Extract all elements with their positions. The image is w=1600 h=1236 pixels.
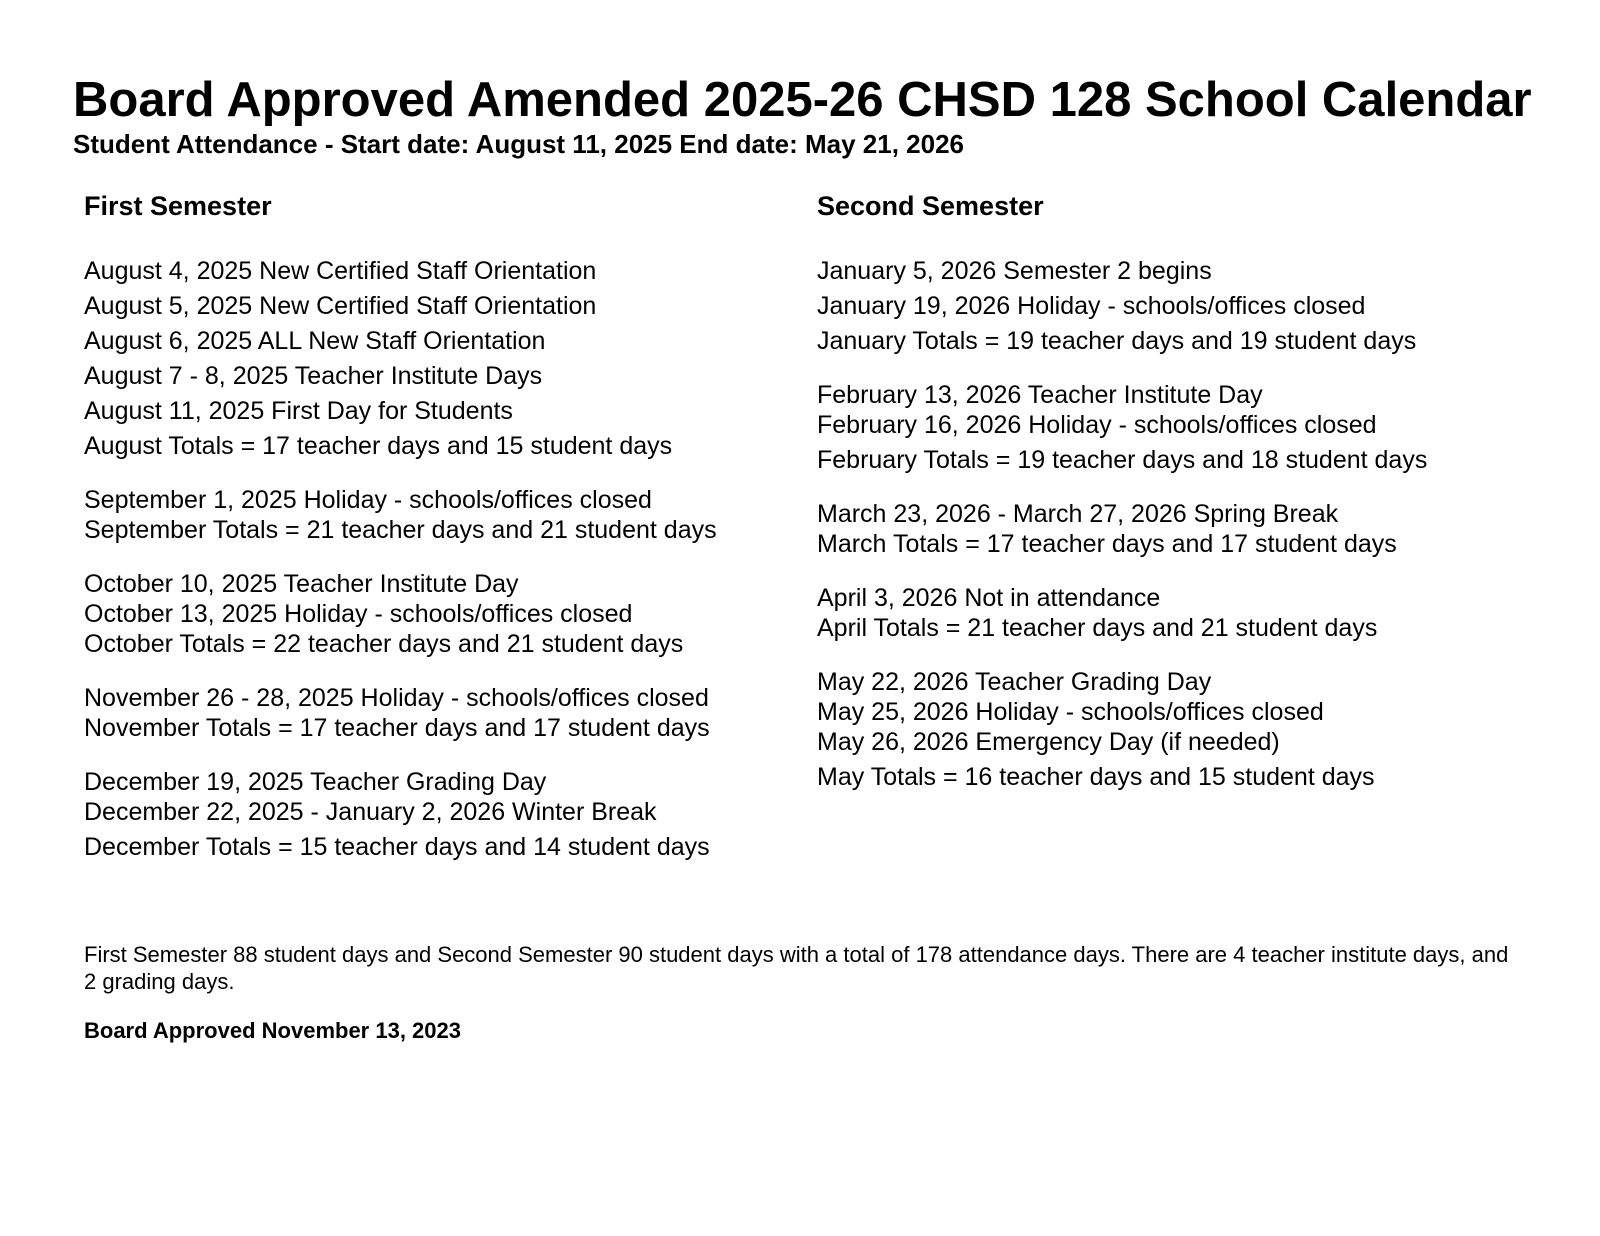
september-group [84, 485, 784, 545]
august-group [84, 256, 784, 461]
calendar-entry: December 19, 2025 Teacher Grading Day [84, 768, 547, 796]
month-totals: March Totals = 17 teacher days and 17 student days [817, 530, 1397, 558]
calendar-entry: January 19, 2026 Holiday - schools/offices closed [817, 292, 1366, 320]
month-totals: December Totals = 15 teacher days and 14 student days [84, 833, 710, 861]
calendar-entry: October 10, 2025 Teacher Institute Day [84, 570, 519, 598]
november-group [84, 683, 784, 743]
calendar-entry: August 11, 2025 First Day for Students [84, 397, 513, 425]
calendar-entry: November 26 - 28, 2025 Holiday - schools/offices closed [84, 684, 709, 712]
calendar-entry: August 7 - 8, 2025 Teacher Institute Days [84, 362, 543, 390]
second-semester-heading: Second Semester [817, 191, 1044, 221]
attendance-dates-subtitle: Student Attendance - Start date: August 11, 2025 End date: May 21, 2026 [73, 129, 964, 159]
approval-date: Board Approved November 13, 2023 [84, 1018, 461, 1043]
month-totals: November Totals = 17 teacher days and 17 student days [84, 714, 710, 742]
calendar-entry: August 6, 2025 ALL New Staff Orientation [84, 327, 546, 355]
month-totals: February Totals = 19 teacher days and 18 student days [817, 446, 1428, 474]
calendar-entry: August 5, 2025 New Certified Staff Orientation [84, 292, 597, 320]
calendar-entry: April 3, 2026 Not in attendance [817, 584, 1161, 612]
calendar-entry: May 22, 2026 Teacher Grading Day [817, 668, 1212, 696]
second-semester-column [817, 190, 1577, 816]
october-group [84, 569, 784, 659]
calendar-entry: May 26, 2026 Emergency Day (if needed) [817, 728, 1280, 756]
first-semester-heading: First Semester [84, 191, 272, 221]
calendar-entry: September 1, 2025 Holiday - schools/offices closed [84, 486, 652, 514]
calendar-entry: January 5, 2026 Semester 2 begins [817, 257, 1212, 285]
month-totals: September Totals = 21 teacher days and 21 student days [84, 516, 717, 544]
february-group [817, 380, 1577, 475]
page-title: Board Approved Amended 2025-26 CHSD 128 School Calendar [73, 73, 1532, 127]
month-totals: April Totals = 21 teacher days and 21 student days [817, 614, 1378, 642]
month-totals: January Totals = 19 teacher days and 19 student days [817, 327, 1417, 355]
calendar-entry: May 25, 2026 Holiday - schools/offices closed [817, 698, 1324, 726]
first-semester-column [84, 190, 784, 886]
january-group [817, 256, 1577, 356]
april-group [817, 583, 1577, 643]
december-group [84, 767, 784, 862]
calendar-entry: February 16, 2026 Holiday - schools/offices closed [817, 411, 1377, 439]
month-totals: October Totals = 22 teacher days and 21 student days [84, 630, 684, 658]
may-group [817, 667, 1577, 792]
march-group [817, 499, 1577, 559]
calendar-entry: February 13, 2026 Teacher Institute Day [817, 381, 1263, 409]
calendar-entry: October 13, 2025 Holiday - schools/offices closed [84, 600, 633, 628]
month-totals: August Totals = 17 teacher days and 15 student days [84, 432, 673, 460]
calendar-entry: March 23, 2026 - March 27, 2026 Spring Break [817, 500, 1339, 528]
calendar-entry: December 22, 2025 - January 2, 2026 Winter Break [84, 798, 657, 826]
month-totals: May Totals = 16 teacher days and 15 student days [817, 763, 1375, 791]
calendar-entry: August 4, 2025 New Certified Staff Orientation [84, 257, 597, 285]
attendance-summary: First Semester 88 student days and Second Semester 90 student days with a total of 178 attendance days. There are 4 teacher institute days, and 2 grading days. [84, 942, 1509, 994]
